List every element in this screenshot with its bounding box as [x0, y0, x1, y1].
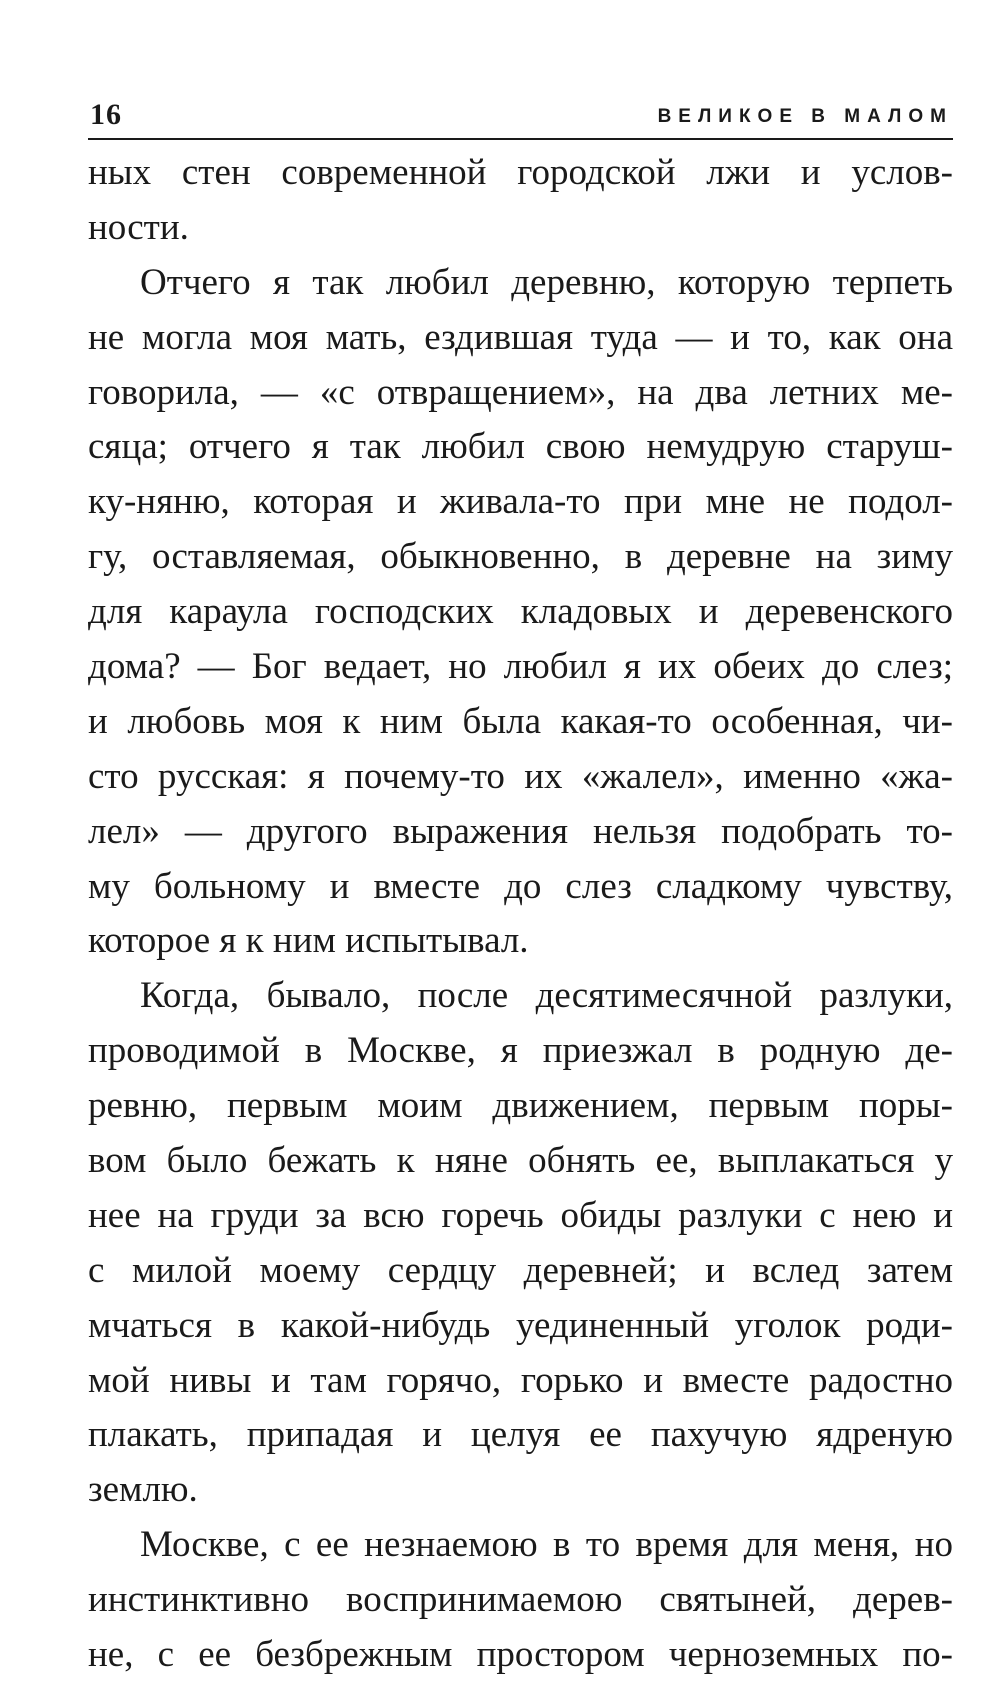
- text-line: лел» — другого выражения нельзя подобрать то-: [88, 810, 953, 852]
- text-line: для караула господских кладовых и деревенского: [88, 591, 953, 633]
- paragraph-first-line: Когда, бывало, после десятимесячной разлуки,: [140, 975, 953, 1017]
- paragraph-first-line: Москве, с ее незнаемою в то время для меня, но: [140, 1524, 953, 1566]
- text-line: говорила, — «с отвращением», на два летних ме-: [88, 371, 953, 413]
- paragraph-first-line: Отчего я так любил деревню, которую терпеть: [140, 261, 953, 303]
- text-line: ных стен современной городской лжи и услов-: [88, 152, 953, 193]
- body-text: [88, 146, 953, 1683]
- text-line: сто русская: я почему-то их «жалел», именно «жа-: [88, 755, 953, 797]
- book-page: [88, 92, 953, 1683]
- text-line: с милой моему сердцу деревней; и вслед затем: [88, 1249, 953, 1291]
- text-line: которое я к ним испытывал.: [88, 920, 529, 962]
- text-line: плакать, припадая и целуя ее пахучую ядреную: [88, 1414, 953, 1456]
- text-line: мой нивы и там горячо, горько и вместе радостно: [88, 1359, 953, 1401]
- text-line: не могла моя мать, ездившая туда — и то, как она: [88, 316, 953, 358]
- text-line: проводимой в Москве, я приезжал в родную де-: [88, 1030, 953, 1072]
- text-line: ревню, первым моим движением, первым поры-: [88, 1085, 953, 1127]
- text-line: не, с ее безбрежным простором черноземных по-: [88, 1634, 953, 1676]
- text-line: инстинктивно воспринимаемою святыней, дерев-: [88, 1579, 953, 1621]
- text-line: дома? — Бог ведает, но любил я их обеих до слез;: [88, 646, 953, 688]
- text-line: сяца; отчего я так любил свою немудрую старуш-: [88, 426, 953, 468]
- text-line: мчаться в какой-нибудь уединенный уголок роди-: [88, 1304, 953, 1346]
- text-line: вом было бежать к няне обнять ее, выплакаться у: [88, 1140, 953, 1182]
- text-line: му больному и вместе до слез сладкому чувству,: [88, 865, 953, 907]
- text-line: нее на груди за всю горечь обиды разлуки с нею и: [88, 1194, 953, 1236]
- book-title: ВЕЛИКОЕ В МАЛОМ: [657, 106, 953, 127]
- text-line: гу, оставляемая, обыкновенно, в деревне на зиму: [88, 536, 953, 578]
- page-number: 16: [90, 98, 122, 131]
- text-line: и любовь моя к ним была какая-то особенная, чи-: [88, 700, 953, 742]
- text-line: ку-няню, которая и живала-то при мне не подол-: [88, 481, 953, 523]
- text-line: землю.: [88, 1469, 198, 1511]
- running-head: [88, 92, 953, 140]
- text-line: ности.: [88, 206, 189, 248]
